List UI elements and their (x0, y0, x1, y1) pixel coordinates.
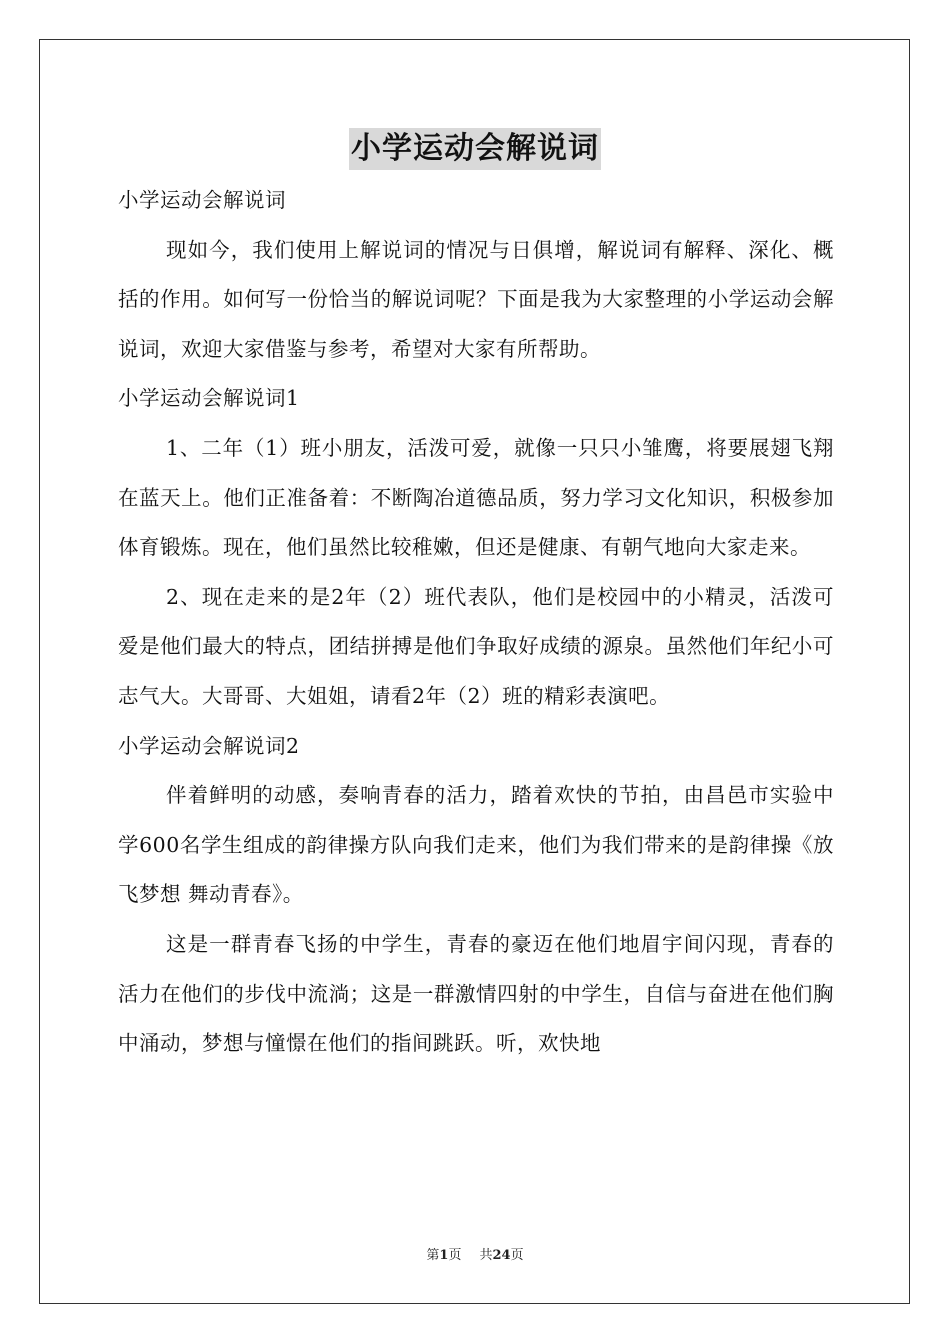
section-heading: 小学运动会解说词2 (118, 733, 300, 758)
total-pages: 24 (492, 1248, 511, 1263)
body-paragraph: 1、二年（1）班小朋友，活泼可爱，就像一只只小雏鹰，将要展翅飞翔在蓝天上。他们正准备着：不断陶冶道德品质，努力学习文化知识，积极参加体育锻炼。现在，他们虽然比较稚嫩，但还是健康、有朝气地向大家走来。 (118, 435, 834, 560)
section-heading: 小学运动会解说词 (118, 188, 286, 212)
page-number: 1 (439, 1248, 449, 1263)
document-body (118, 176, 834, 1069)
title-container (0, 128, 950, 170)
body-paragraph: 伴着鲜明的动感，奏响青春的活力，踏着欢快的节拍，由昌邑市实验中学600名学生组成的韵律操方队向我们走来，他们为我们带来的是韵律操《放飞梦想 舞动青春》。 (118, 783, 834, 907)
total-label-prefix: 共 (479, 1248, 493, 1263)
page-label-prefix: 第 (426, 1248, 440, 1263)
total-label-suffix: 页 (510, 1248, 524, 1263)
body-paragraph: 这是一群青春飞扬的中学生，青春的豪迈在他们地眉宇间闪现，青春的活力在他们的步伐中流淌；这是一群激情四射的中学生，自信与奋进在他们胸中涌动，梦想与憧憬在他们的指间跳跃。听，欢快地 (118, 931, 834, 1056)
page-footer (0, 1246, 950, 1266)
body-paragraph: 2、现在走来的是2年（2）班代表队，他们是校园中的小精灵，活泼可爱是他们最大的特点，团结拼搏是他们争取好成绩的源泉。虽然他们年纪小可志气大。大哥哥、大姐姐，请看2年（2）班的精彩表演吧。 (118, 584, 834, 708)
page-label-suffix: 页 (448, 1248, 462, 1263)
body-paragraph: 现如今，我们使用上解说词的情况与日俱增，解说词有解释、深化、概括的作用。如何写一份恰当的解说词呢？下面是我为大家整理的小学运动会解说词，欢迎大家借鉴与参考，希望对大家有所帮助。 (118, 237, 834, 361)
section-heading: 小学运动会解说词1 (118, 386, 300, 411)
document-title: 小学运动会解说词 (349, 128, 601, 170)
